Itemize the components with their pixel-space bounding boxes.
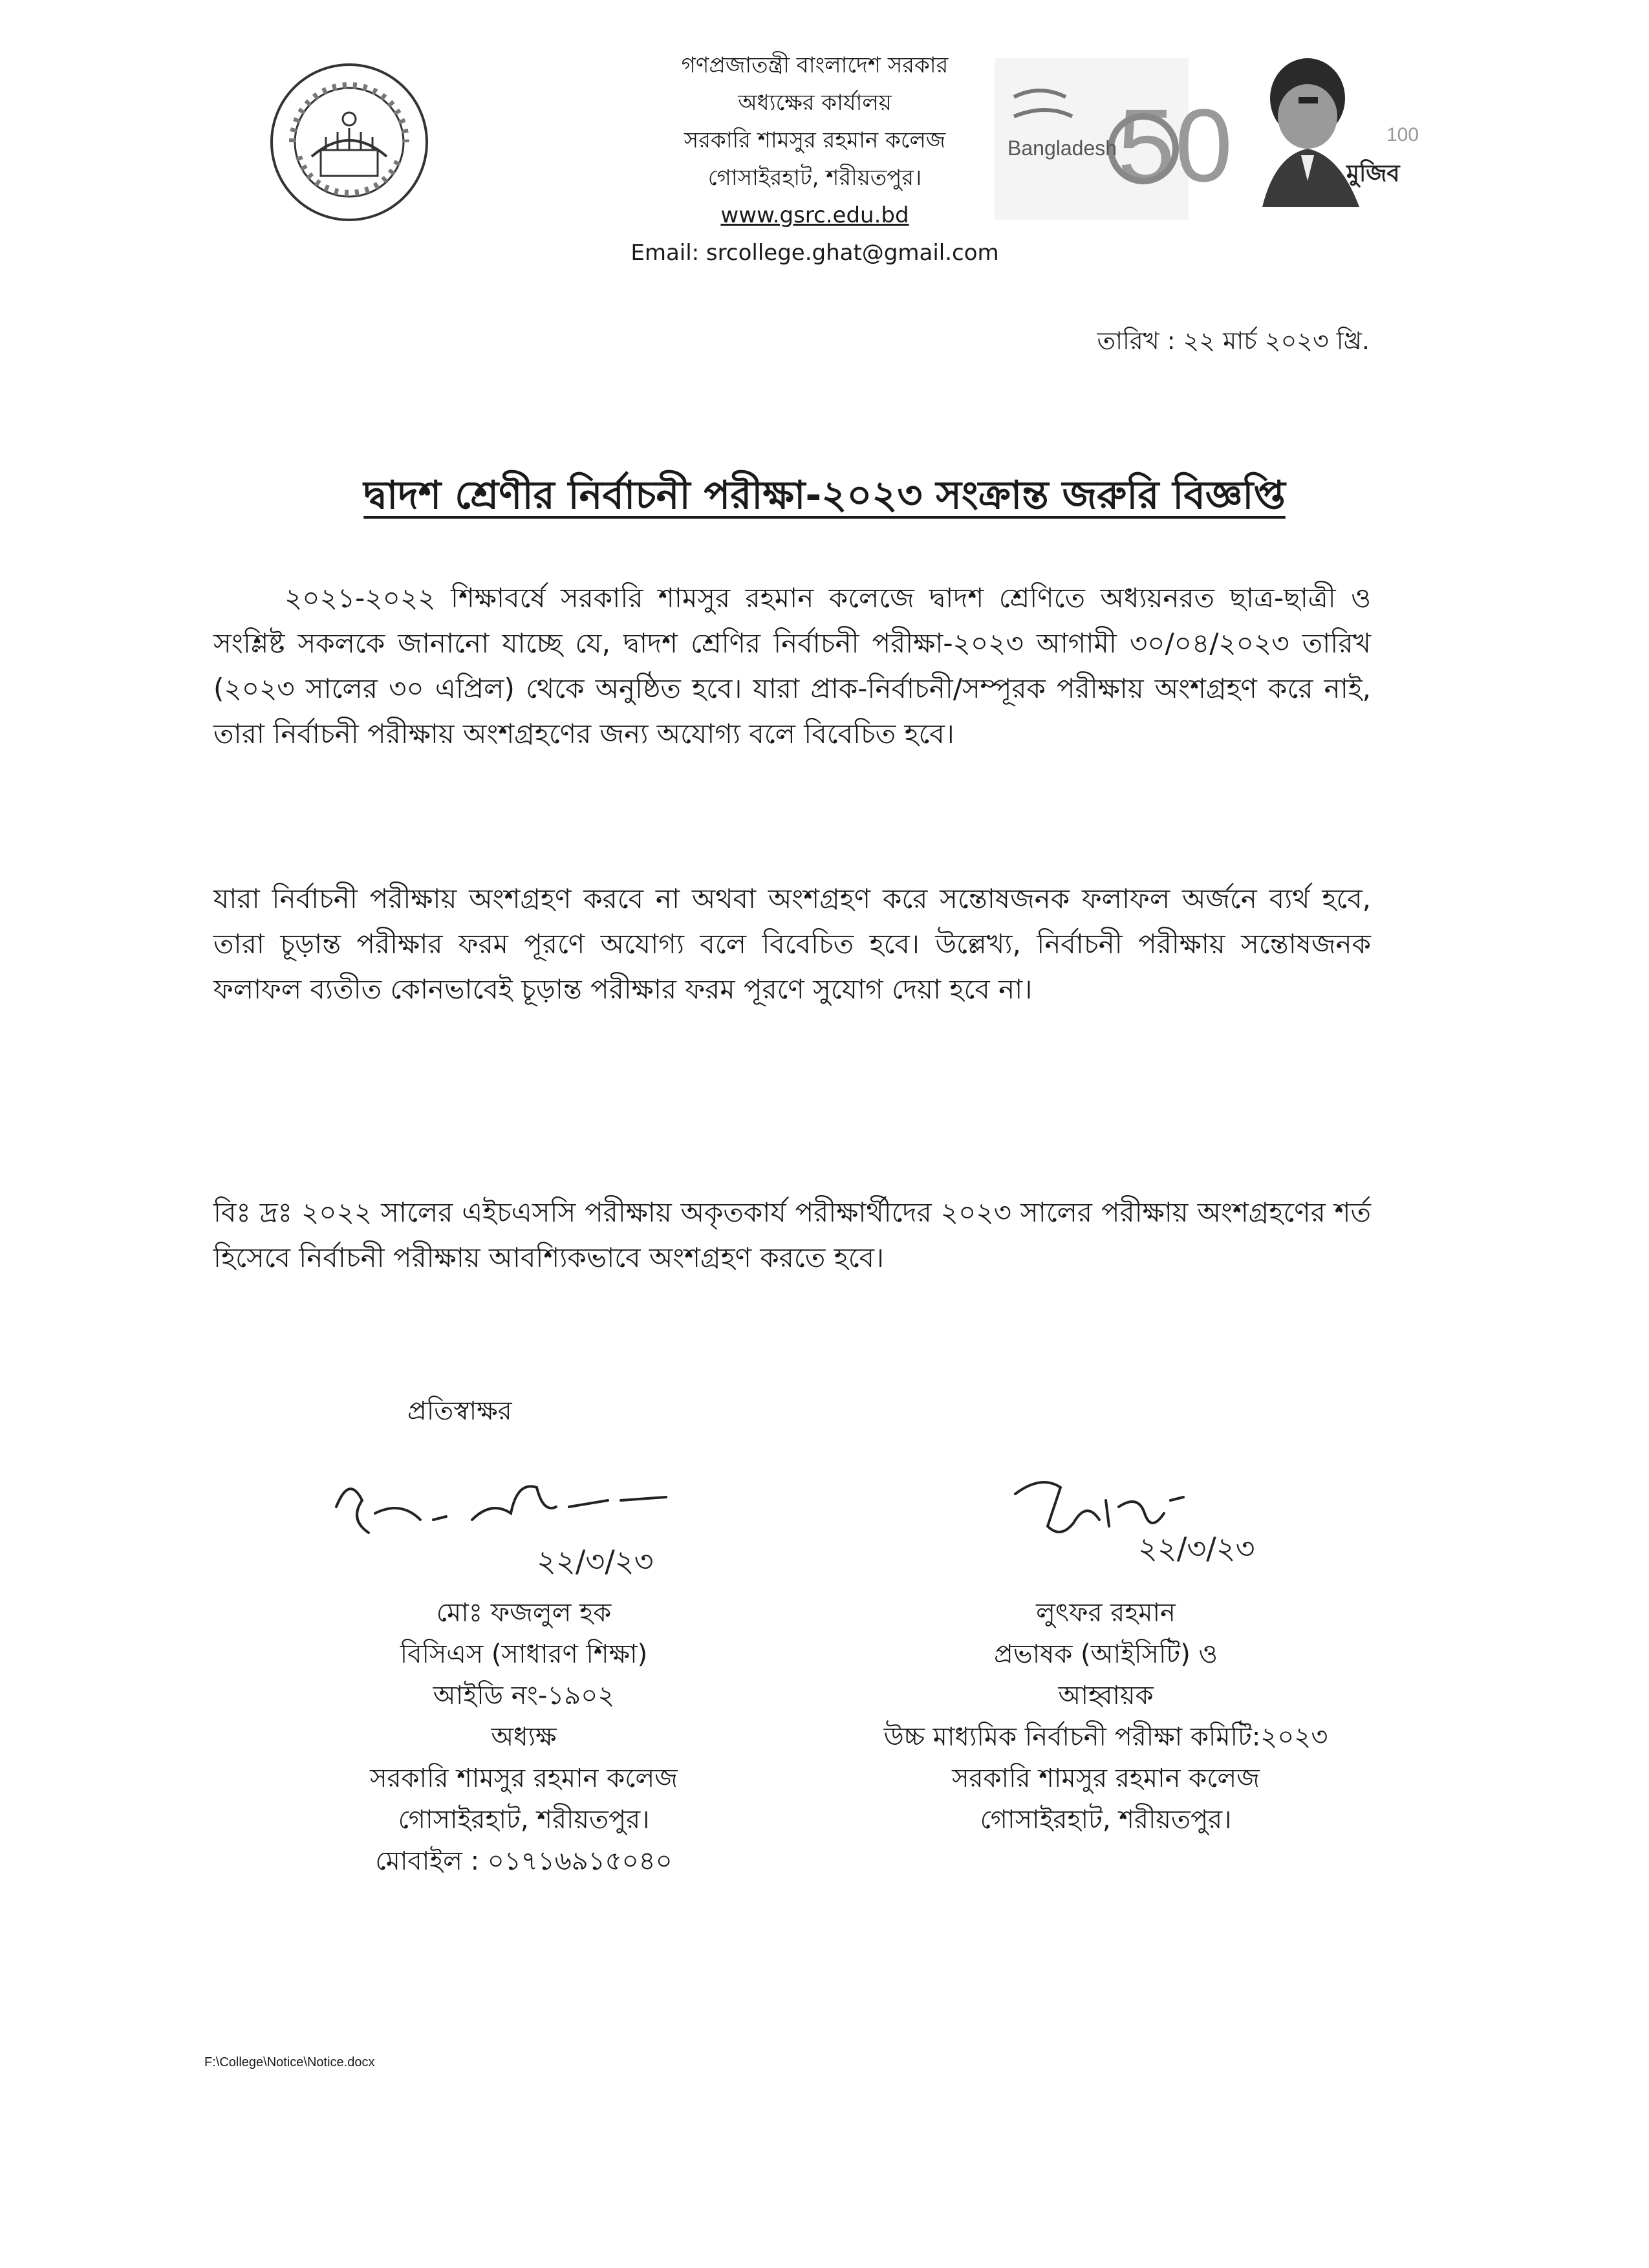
convener-name: লুৎফর রহমান: [1036, 1598, 1176, 1628]
convener-role: আহ্বায়ক: [1058, 1681, 1154, 1711]
college-email: Email: srcollege.ghat@gmail.com: [630, 240, 999, 266]
convener-college: সরকারি শামসুর রহমান কলেজ: [952, 1764, 1260, 1793]
paragraph-1-text: ২০২১-২০২২ শিক্ষাবর্ষে সরকারি শামসুর রহমান কলেজে দ্বাদশ শ্রেণিতে অধ্যয়নরত ছাত্র-ছাত্রী ও সংশ্লিষ্ট সকলকে জানানো যাচ্ছে যে, দ্বাদশ শ্রেণির নির্বাচনী পরীক্ষা-২০২৩ আগামী ৩০/০৪/২০২৩ তারিখ (২০২৩ সালের ৩০ এপ্রিল) থেকে অনুষ্ঠিত হবে। যারা প্রাক-নির্বাচনী/সম্পূরক পরীক্ষায় অংশগ্রহণ করে নাই, তারা নির্বাচনী পরীক্ষায় অংশগ্রহণের জন্য অযোগ্য বলে বিবেচিত হবে।: [213, 582, 1371, 750]
header-line-government: গণপ্রজাতন্ত্রী বাংলাদেশ সরকার: [681, 52, 949, 78]
notice-title: [0, 466, 1649, 530]
convener-signature-date: ২২/৩/২৩: [1138, 1531, 1255, 1566]
convener-signatory-block: [776, 1592, 1436, 1841]
principal-designation: অধ্যক্ষ: [491, 1722, 557, 1752]
principal-name: মোঃ ফজলুল হক: [436, 1598, 612, 1628]
convener-committee: উচ্চ মাধ্যমিক নির্বাচনী পরীক্ষা কমিটি:২০২৩: [883, 1722, 1328, 1752]
paragraph-2-text: যারা নির্বাচনী পরীক্ষায় অংশগ্রহণ করবে না অথবা অংশগ্রহণ করে সন্তোষজনক ফলাফল অর্জনে ব্যর্থ হবে, তারা চূড়ান্ত পরীক্ষার ফরম পূরণে অযোগ্য বলে বিবেচিত হবে। উল্লেখ্য, নির্বাচনী পরীক্ষায় সন্তোষজনক ফলাফল ব্যতীত কোনভাবেই চূড়ান্ত পরীক্ষার ফরম পূরণে সুযোগ দেয়া হবে না।: [213, 883, 1371, 1005]
document-file-path: F:\College\Notice\Notice.docx: [204, 2055, 375, 2069]
principal-id: আইডি নং-১৯০২: [433, 1681, 615, 1711]
principal-address: গোসাইরহাট, শরীয়তপুর।: [398, 1805, 650, 1835]
notice-date: তারিখ : ২২ মার্চ ২০২৩ খ্রি.: [1097, 327, 1370, 355]
principal-cadre: বিসিএস (সাধারণ শিক্ষা): [400, 1639, 648, 1669]
convener-address: গোসাইরহাট, শরীয়তপুর।: [980, 1805, 1232, 1835]
countersign-label: প্রতিস্বাক্ষর: [407, 1396, 512, 1426]
bangladesh-50-logo: [995, 58, 1233, 220]
portrait-caption: মুজিব: [1346, 160, 1400, 187]
note-paragraph: [213, 1190, 1371, 1280]
college-website-link[interactable]: www.gsrc.edu.bd: [720, 202, 909, 228]
principal-mobile: মোবাইল : ০১৭১৬৯১৫০৪০: [375, 1846, 673, 1876]
portrait-year: 100: [1386, 124, 1419, 146]
mujib-100-portrait: [1236, 52, 1417, 207]
convener-signature: [1002, 1462, 1364, 1578]
logo-text: Bangladesh: [1008, 136, 1117, 160]
college-seal-logo: [266, 59, 432, 225]
principal-signature: [323, 1462, 685, 1591]
note-paragraph-text: বিঃ দ্রঃ ২০২২ সালের এইচএসসি পরীক্ষায় অকৃতকার্য পরীক্ষার্থীদের ২০২৩ সালের পরীক্ষায় অংশগ্রহণের শর্ত হিসেবে নির্বাচনী পরীক্ষায় আবশ্যিকভাবে অংশগ্রহণ করতে হবে।: [213, 1196, 1371, 1273]
header-line-college: সরকারি শামসুর রহমান কলেজ: [684, 127, 946, 153]
paragraph-2: [213, 876, 1371, 1012]
principal-signatory-block: [285, 1592, 763, 1882]
paragraph-1: [213, 576, 1371, 757]
notice-title-text: দ্বাদশ শ্রেণীর নির্বাচনী পরীক্ষা-২০২৩ সংক্রান্ত জরুরি বিজ্ঞপ্তি: [363, 473, 1286, 518]
header-line-office: অধ্যক্ষের কার্যালয়: [738, 90, 892, 116]
principal-signature-date: ২২/৩/২৩: [537, 1544, 654, 1579]
principal-college: সরকারি শামসুর রহমান কলেজ: [370, 1764, 678, 1793]
logo-number: 50: [1117, 87, 1233, 203]
header-line-address: গোসাইরহাট, শরীয়তপুর।: [707, 165, 922, 191]
convener-designation: প্রভাষক (আইসিটি) ও: [994, 1639, 1218, 1669]
